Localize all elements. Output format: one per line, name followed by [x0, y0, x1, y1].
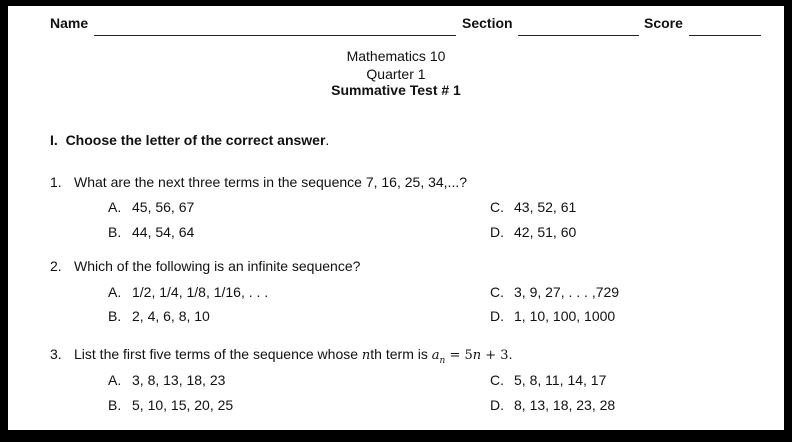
section-heading: [50, 132, 329, 148]
question-text: Which of the following is an infinite sequence?: [74, 258, 361, 274]
option-2a: [108, 284, 268, 300]
option-3a: [108, 372, 225, 388]
score-line: [689, 35, 761, 36]
worksheet-page: [8, 6, 784, 430]
option-letter: D.: [490, 397, 504, 413]
variable-n: n: [361, 348, 371, 363]
formula-equals: = 5: [445, 348, 473, 363]
formula-end: + 3: [481, 348, 509, 363]
question-number: 3.: [50, 346, 62, 362]
option-letter: A.: [108, 284, 122, 300]
option-letter: C.: [490, 372, 504, 388]
option-3b: [108, 397, 233, 413]
question-text-middle: th term is: [370, 346, 432, 362]
section-instruction: Choose the letter of the correct answer: [65, 132, 326, 148]
question-2: [50, 258, 360, 274]
option-1b: [108, 224, 194, 240]
question-number: 1.: [50, 174, 62, 190]
section-numeral: I.: [50, 132, 58, 148]
name-line: [94, 35, 456, 36]
question-text: What are the next three terms in the sequence 7, 16, 25, 34,...?: [74, 174, 468, 190]
option-text: 44, 54, 64: [132, 224, 195, 240]
test-title: Summative Test # 1: [331, 82, 461, 98]
question-3: [50, 346, 512, 366]
formula-subscript: n: [439, 355, 446, 366]
option-letter: C.: [490, 199, 504, 215]
question-text-before: List the first five terms of the sequence whose: [74, 346, 362, 362]
option-text: 1/2, 1/4, 1/8, 1/16, . . .: [132, 284, 269, 300]
option-text: 1, 10, 100, 1000: [514, 308, 616, 324]
option-text: 42, 51, 60: [514, 224, 577, 240]
section-line: [518, 35, 639, 36]
option-letter: A.: [108, 372, 122, 388]
option-letter: A.: [108, 199, 122, 215]
option-text: 43, 52, 61: [514, 199, 577, 215]
subject-title: Mathematics 10: [346, 48, 446, 64]
question-text-end: .: [508, 346, 513, 362]
option-text: 45, 56, 67: [132, 199, 195, 215]
option-1a: [108, 199, 194, 215]
section-period: .: [325, 132, 330, 148]
option-3d: [490, 397, 615, 413]
option-2c: [490, 284, 619, 300]
option-text: 2, 4, 6, 8, 10: [132, 308, 210, 324]
option-text: 3, 8, 13, 18, 23: [132, 372, 226, 388]
option-text: 5, 10, 15, 20, 25: [132, 397, 234, 413]
option-text: 8, 13, 18, 23, 28: [514, 397, 616, 413]
option-text: 3, 9, 27, . . . ,729: [514, 284, 620, 300]
option-letter: D.: [490, 308, 504, 324]
option-letter: B.: [108, 397, 122, 413]
question-1: [50, 174, 467, 190]
option-2b: [108, 308, 210, 324]
option-letter: D.: [490, 224, 504, 240]
question-number: 2.: [50, 258, 62, 274]
quarter-title: Quarter 1: [366, 66, 426, 82]
option-text: 5, 8, 11, 14, 17: [514, 372, 607, 388]
option-letter: B.: [108, 224, 122, 240]
option-1d: [490, 224, 576, 240]
option-2d: [490, 308, 615, 324]
section-label: Section: [462, 15, 513, 31]
name-label: Name: [50, 15, 89, 31]
option-1c: [490, 199, 576, 215]
option-3c: [490, 372, 606, 388]
option-letter: B.: [108, 308, 122, 324]
score-label: Score: [644, 15, 683, 31]
formula-a: a: [431, 348, 440, 363]
option-letter: C.: [490, 284, 504, 300]
formula-n: n: [472, 348, 482, 363]
